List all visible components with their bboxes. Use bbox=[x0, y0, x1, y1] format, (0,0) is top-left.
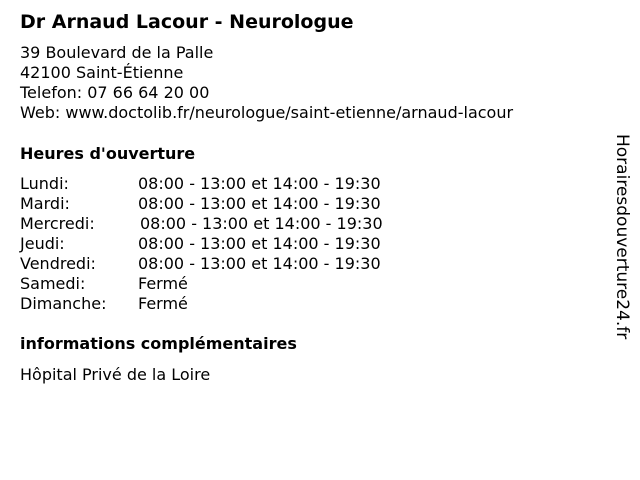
address-block bbox=[20, 43, 513, 123]
day-label: Lundi: bbox=[20, 174, 69, 193]
site-watermark: Horairesdouverture24.fr bbox=[612, 134, 632, 340]
hours-value: Fermé bbox=[138, 294, 188, 313]
hours-value: 08:00 - 13:00 et 14:00 - 19:30 bbox=[140, 214, 383, 233]
hours-value: 08:00 - 13:00 et 14:00 - 19:30 bbox=[138, 194, 381, 213]
additional-info-heading: informations complémentaires bbox=[20, 334, 297, 353]
hours-row-thursday bbox=[20, 234, 440, 254]
hours-value: 08:00 - 13:00 et 14:00 - 19:30 bbox=[138, 174, 381, 193]
opening-hours-heading: Heures d'ouverture bbox=[20, 144, 196, 163]
day-label: Jeudi: bbox=[20, 234, 65, 253]
hours-value: 08:00 - 13:00 et 14:00 - 19:30 bbox=[138, 234, 381, 253]
day-label: Samedi: bbox=[20, 274, 86, 293]
hours-value: 08:00 - 13:00 et 14:00 - 19:30 bbox=[138, 254, 381, 273]
city-address: 42100 Saint-Étienne bbox=[20, 63, 184, 82]
day-label: Vendredi: bbox=[20, 254, 96, 273]
hours-row-wednesday bbox=[20, 214, 440, 234]
phone-number: Telefon: 07 66 64 20 00 bbox=[20, 83, 210, 102]
opening-hours-table bbox=[20, 174, 440, 314]
street-address: 39 Boulevard de la Palle bbox=[20, 43, 214, 62]
day-label: Mercredi: bbox=[20, 214, 95, 233]
day-label: Dimanche: bbox=[20, 294, 107, 313]
hours-row-tuesday bbox=[20, 194, 440, 214]
hours-row-monday bbox=[20, 174, 440, 194]
hours-row-sunday bbox=[20, 294, 440, 314]
hours-row-friday bbox=[20, 254, 440, 274]
additional-info-text: Hôpital Privé de la Loire bbox=[20, 365, 211, 384]
hours-value: Fermé bbox=[138, 274, 188, 293]
page-title: Dr Arnaud Lacour - Neurologue bbox=[20, 11, 354, 33]
hours-row-saturday bbox=[20, 274, 440, 294]
website-link: Web: www.doctolib.fr/neurologue/saint-etienne/arnaud-lacour bbox=[20, 103, 514, 122]
day-label: Mardi: bbox=[20, 194, 70, 213]
